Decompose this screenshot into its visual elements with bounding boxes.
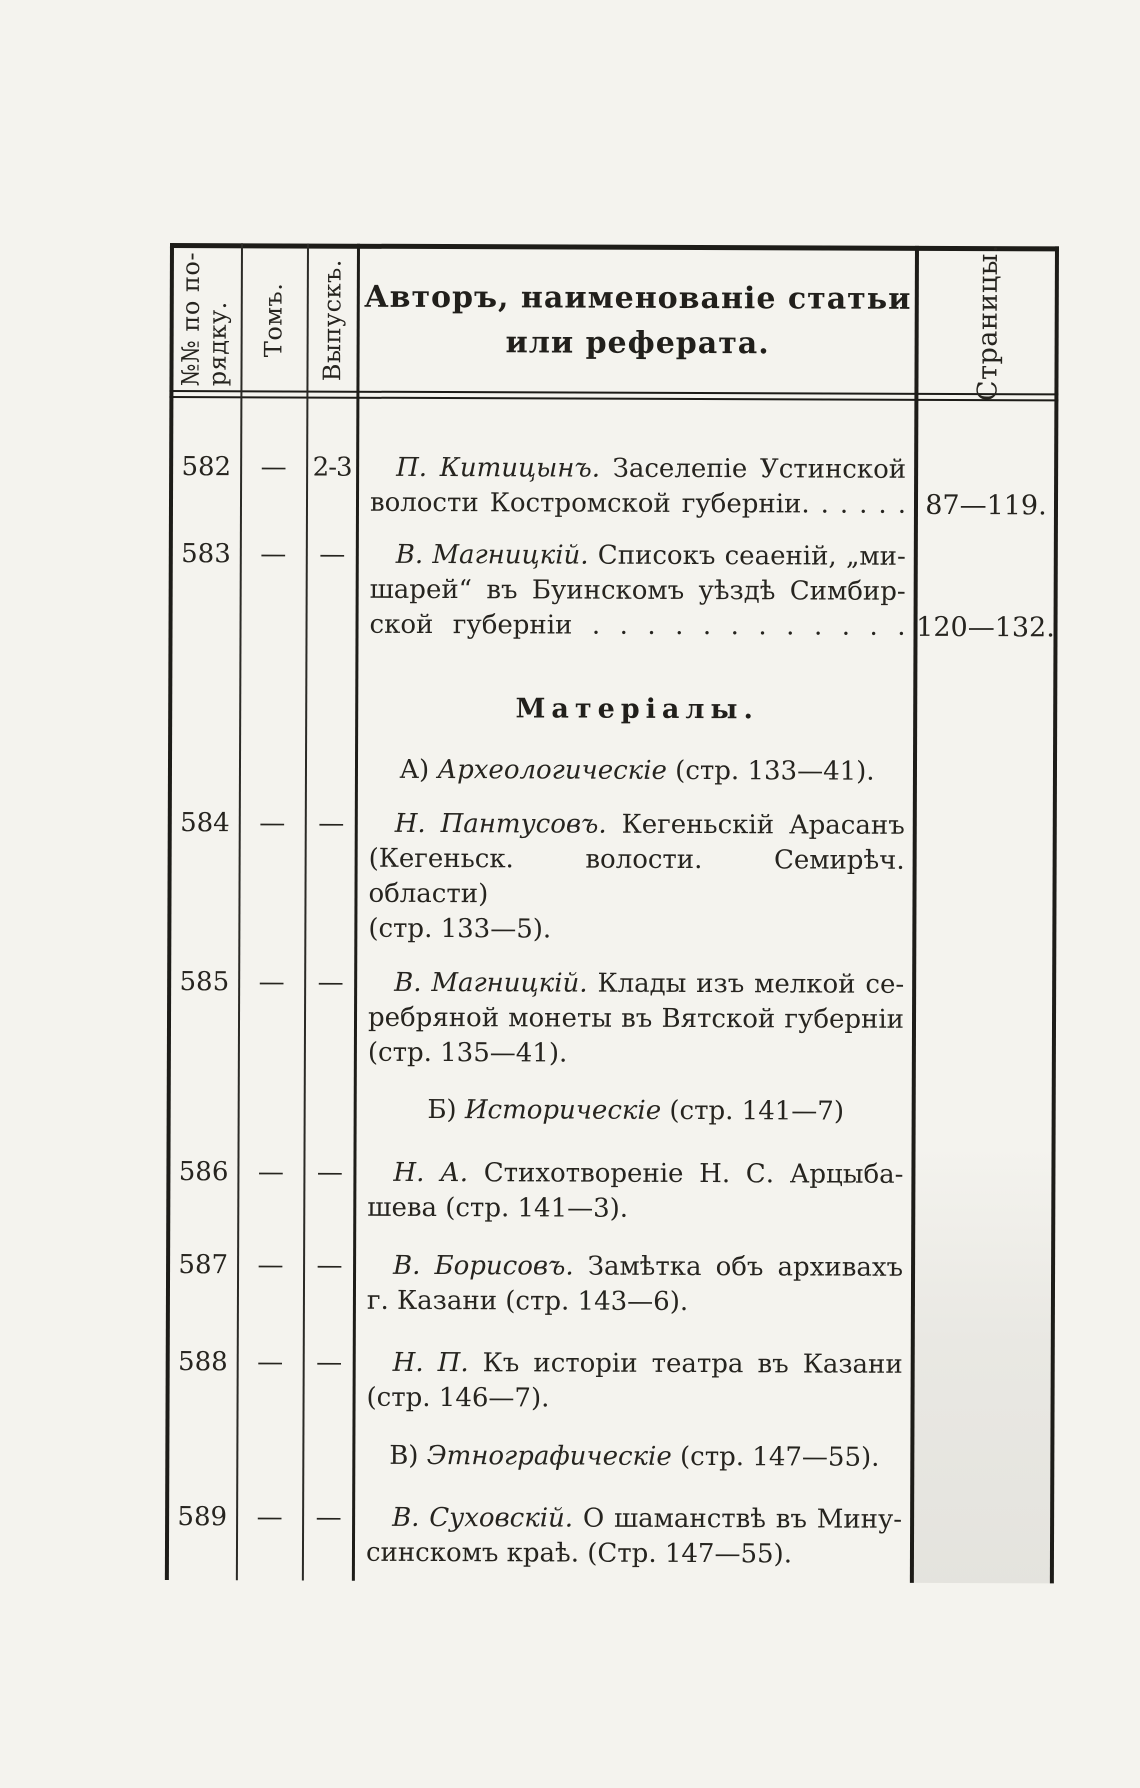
author-name: В. Магницкій. bbox=[394, 967, 588, 999]
header-issue-label: Выпускъ. bbox=[317, 258, 347, 381]
author-name: П. Китицынъ. bbox=[396, 452, 601, 484]
entry-number: 584 bbox=[180, 808, 230, 839]
table-row bbox=[166, 1248, 1055, 1321]
header-pages-column bbox=[916, 243, 1059, 401]
header-number-column bbox=[169, 248, 241, 390]
subsection-heading-row bbox=[167, 1092, 1056, 1130]
header-title-label: Авторъ, наименованіе статьи или реферата. bbox=[364, 279, 912, 362]
issue-value: — bbox=[315, 1502, 341, 1533]
subsection-heading-b: Б) Историческіе (стр. 141—7) bbox=[427, 1094, 845, 1127]
table-row bbox=[165, 1500, 1054, 1573]
volume-value: — bbox=[259, 808, 285, 839]
volume-value: — bbox=[260, 452, 286, 483]
header-pages-label: Страницы. bbox=[971, 243, 1004, 401]
subsection-heading-row bbox=[168, 752, 1057, 790]
entry-text: В. Магницкій. Списокъ сеаеній, „ми- шарей“ въ Буинскомъ уѣздѣ Симбир- ской губерніи . . . . . . . . . . . . bbox=[369, 539, 906, 642]
section-heading-row bbox=[168, 690, 1057, 728]
entry-number: 589 bbox=[177, 1502, 228, 1533]
issue-value: — bbox=[316, 1157, 342, 1188]
entry-text: П. Китицынъ. Заселепіе Устинской волости Костромской губерніи. . . . . . bbox=[369, 452, 907, 520]
entry-number: 583 bbox=[181, 539, 231, 570]
volume-value: — bbox=[257, 1347, 283, 1378]
table-row bbox=[169, 450, 1058, 523]
index-table bbox=[165, 243, 1060, 1583]
author-name: Н. А. bbox=[393, 1157, 469, 1189]
table-row bbox=[168, 537, 1057, 645]
volume-value: — bbox=[257, 1157, 283, 1188]
header-number-label: №№ по по- рядку. bbox=[176, 251, 233, 387]
table-row bbox=[165, 1345, 1054, 1418]
header-volume-column bbox=[240, 248, 307, 390]
entry-text: Н. Пантусовъ. Кегеньскій Арасанъ (Кегеньск. волости. Семирѣч. области) (стр. 133—5). bbox=[368, 808, 905, 945]
pages-value: 120—132. bbox=[916, 611, 1055, 644]
subsection-heading-a: А) Археологическіе (стр. 133—41). bbox=[399, 754, 875, 787]
volume-value: — bbox=[258, 967, 284, 998]
entry-text: В. Суховскій. О шаманствѣ въ Мину- синскомъ краѣ. (Стр. 147—55). bbox=[365, 1502, 903, 1570]
entry-number: 588 bbox=[178, 1347, 228, 1378]
table-row bbox=[166, 1155, 1055, 1228]
entry-number: 587 bbox=[178, 1250, 229, 1281]
table-body bbox=[165, 400, 1058, 1573]
volume-value: — bbox=[260, 539, 286, 570]
section-heading: Матеріалы. bbox=[515, 693, 759, 726]
entry-number: 586 bbox=[178, 1157, 229, 1188]
author-name: В. Борисовъ. bbox=[393, 1250, 574, 1282]
subsection-heading-v: В) Этнографическіе (стр. 147—55). bbox=[389, 1440, 880, 1473]
author-name: В. Магницкій. bbox=[395, 539, 589, 571]
issue-value: — bbox=[317, 967, 343, 998]
issue-value: — bbox=[319, 539, 345, 570]
table-row bbox=[167, 806, 1057, 949]
author-name: Н. П. bbox=[392, 1347, 469, 1379]
pages-value: 87—119. bbox=[925, 489, 1047, 522]
volume-value: — bbox=[257, 1250, 283, 1281]
header-title-column bbox=[358, 249, 917, 393]
entry-number: 585 bbox=[179, 967, 230, 998]
entry-text: Н. А. Стихотвореніе Н. С. Арцыба- шева (стр. 141—3). bbox=[367, 1157, 904, 1224]
author-name: В. Суховскій. bbox=[392, 1502, 574, 1534]
table-row bbox=[167, 965, 1056, 1073]
entry-text: Н. П. Къ исторіи театра въ Казани (стр. 146—7). bbox=[366, 1347, 903, 1414]
volume-value: — bbox=[256, 1502, 282, 1533]
header-issue-column bbox=[306, 249, 359, 391]
entry-text: В. Магницкій. Клады изъ мелкой се- ребряной монеты въ Вятской губерніи (стр. 135—41). bbox=[367, 967, 905, 1069]
issue-value: — bbox=[316, 1347, 342, 1378]
issue-value: — bbox=[316, 1250, 342, 1281]
entry-number: 582 bbox=[181, 452, 232, 483]
issue-value: 2-3 bbox=[312, 452, 352, 483]
header-volume-label: Томъ. bbox=[259, 282, 288, 357]
subsection-heading-row bbox=[165, 1438, 1054, 1476]
entry-text: В. Борисовъ. Замѣтка объ архивахъ г. Казани (стр. 143—6). bbox=[366, 1250, 904, 1317]
author-name: Н. Пантусовъ. bbox=[394, 808, 607, 840]
table-header-row bbox=[169, 243, 1059, 401]
issue-value: — bbox=[318, 808, 344, 839]
